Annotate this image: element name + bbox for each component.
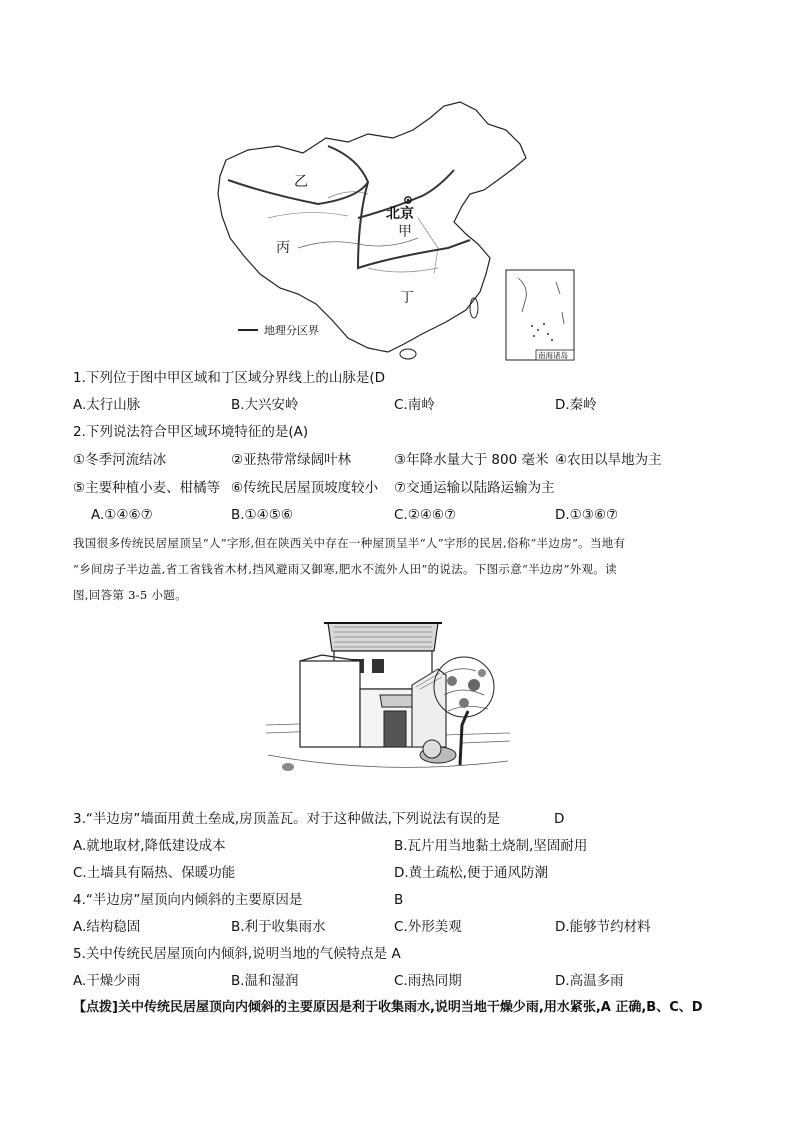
south-china-sea-inset bbox=[506, 270, 574, 360]
q2-option-d: D.①③⑥⑦ bbox=[555, 507, 619, 523]
map-legend: 地理分区界 bbox=[264, 324, 319, 337]
label-yi: 乙 bbox=[294, 174, 308, 190]
q2-item-3: ③年降水量大于 800 毫米 bbox=[394, 452, 549, 468]
label-bing: 丙 bbox=[276, 240, 290, 256]
q5-stem: 5.关中传统民居屋顶向内倾斜,说明当地的气候特点是 A bbox=[73, 946, 401, 962]
q1-option-b: B.大兴安岭 bbox=[231, 397, 299, 413]
q3-stem: 3.“半边房”墙面用黄土垒成,房顶盖瓦。对于这种做法,下列说法有误的是 bbox=[73, 811, 500, 827]
q1-option-d: D.秦岭 bbox=[555, 397, 597, 413]
q1-stem: 1.下列位于图中甲区域和丁区域分界线上的山脉是(D bbox=[73, 370, 386, 386]
china-geographic-regions-map bbox=[208, 98, 580, 362]
label-ding: 丁 bbox=[400, 290, 414, 306]
q4-option-b: B.利于收集雨水 bbox=[231, 919, 326, 935]
q1-option-a: A.太行山脉 bbox=[73, 397, 141, 413]
q2-option-a: A.①④⑥⑦ bbox=[91, 507, 153, 523]
q2-item-4: ④农田以旱地为主 bbox=[555, 452, 662, 468]
q3-option-a: A.就地取材,降低建设成本 bbox=[73, 838, 226, 854]
q4-option-a: A.结构稳固 bbox=[73, 919, 141, 935]
q4-option-c: C.外形美观 bbox=[394, 919, 462, 935]
q4-answer: B bbox=[394, 892, 404, 908]
q3-option-b: B.瓦片用当地黏土烧制,坚固耐用 bbox=[394, 838, 588, 854]
passage-line-2: “乡间房子半边盖,省工省钱省木材,挡风避雨又御寒,肥水不流外人田”的说法。下图示意“半边房”外观。读 bbox=[73, 562, 617, 576]
q3-answer: D bbox=[554, 811, 565, 827]
q2-item-5: ⑤主要种植小麦、柑橘等 bbox=[73, 480, 221, 496]
q5-option-b: B.温和湿润 bbox=[231, 973, 299, 989]
q2-option-c: C.②④⑥⑦ bbox=[394, 507, 457, 523]
q1-option-c: C.南岭 bbox=[394, 397, 435, 413]
q4-option-d: D.能够节约材料 bbox=[555, 919, 651, 935]
q2-stem: 2.下列说法符合甲区域环境特征的是(A) bbox=[73, 424, 309, 440]
region-boundary-north-south bbox=[358, 182, 470, 268]
analysis-note: 【点拨]关中传统民居屋顶向内倾斜的主要原因是利于收集雨水,说明当地干燥少雨,用水紧张,A 正确,B、C、D bbox=[73, 1000, 703, 1015]
q5-option-c: C.雨热同期 bbox=[394, 973, 462, 989]
q2-item-1: ①冬季河流结冰 bbox=[73, 452, 167, 468]
q2-item-6: ⑥传统民居屋顶坡度较小 bbox=[231, 480, 379, 496]
q2-option-b: B.①④⑤⑥ bbox=[231, 507, 293, 523]
passage-line-3: 图,回答第 3-5 小题。 bbox=[73, 588, 187, 602]
q2-item-2: ②亚热带常绿阔叶林 bbox=[231, 452, 352, 468]
q2-item-7: ⑦交通运输以陆路运输为主 bbox=[394, 480, 555, 496]
china-outline bbox=[218, 102, 526, 352]
q5-option-d: D.高温多雨 bbox=[555, 973, 624, 989]
passage-line-1: 我国很多传统民居屋顶呈“人”字形,但在陕西关中存在一种屋顶呈半“人”字形的民居,俗称“半边房”。当地有 bbox=[73, 536, 626, 550]
label-jia: 甲 bbox=[398, 224, 412, 240]
q3-option-d: D.黄土疏松,便于通风防潮 bbox=[394, 865, 548, 881]
label-beijing: 北京 bbox=[386, 206, 414, 222]
q4-stem: 4.“半边房”屋顶向内倾斜的主要原因是 bbox=[73, 892, 303, 908]
half-side-house-illustration bbox=[262, 615, 514, 777]
inset-label: 南海诸岛 bbox=[538, 351, 568, 360]
q5-option-a: A.干燥少雨 bbox=[73, 973, 141, 989]
q3-option-c: C.土墙具有隔热、保暖功能 bbox=[73, 865, 236, 881]
